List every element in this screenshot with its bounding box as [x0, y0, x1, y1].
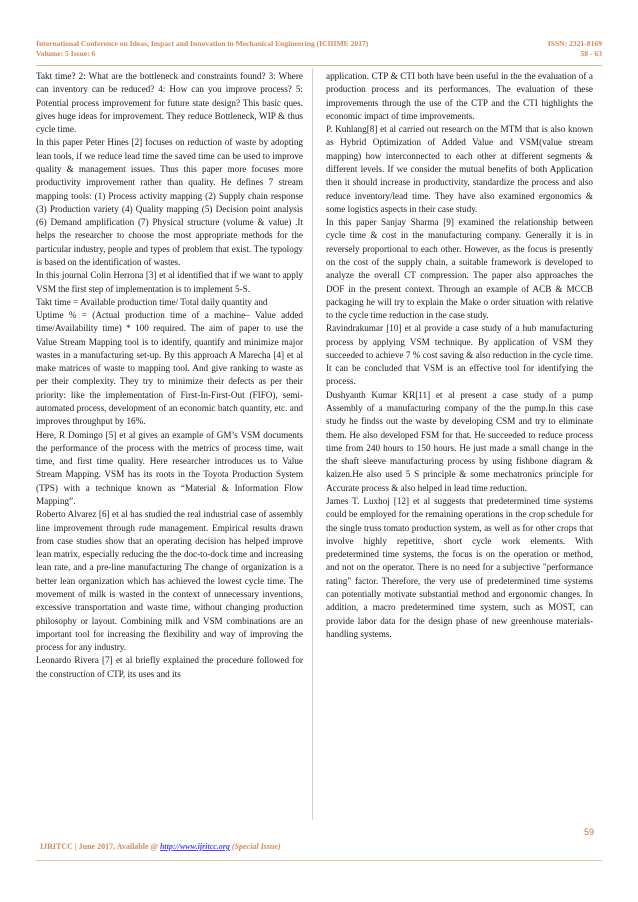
page-range: 58 - 63: [580, 49, 602, 58]
paragraph: Takt time? 2: What are the bottleneck and constraints found? 3: Where can inventory can be reduced? 4: How can you improve process? 5: Potential process improvement for future state design? This basic ques. gives huge ideas for improvement. They reduce Bottleneck, WIP & thus cycle time.: [36, 71, 303, 135]
paragraph: In this journal Colin Herrona [3] et al identified that if we want to apply VSM the first step of implementation is to implement 5-S.: [36, 270, 303, 294]
paragraph: Ravindrakumar [10] et al provide a case study of a hub manufacturing process by applying VSM technique. By application of VSM they succeeded to achieve 7 % cost saving & also reduction in the cycle time. It can be concluded that VSM is an effective tool for identifying the process.: [326, 323, 593, 387]
footer-rule: [36, 860, 602, 861]
left-column: [36, 70, 303, 681]
paragraph: Roberto Alvarez [6] et al has studied the real industrial case of assembly line improvement through rude management. Empirical results drawn from case studies show that an operating decision has helped improve lean matrix, especially reducing the the doc-to-dock time and increasing lean rate, and a pre-line manufacturing The change of organization is a better lean organization which has achieved the lowest cycle time. The movement of milk is wasted in the context of unnecessary inventions, excessive transportation and waste time, without changing production philosophy or layout. Combining milk and VSM combinations are an important tool for increasing the flexibility and way of improving the process for any industry.: [36, 509, 303, 653]
paragraph: application. CTP & CTI both have been useful in the the evaluation of a production process and its performances. The evaluation of these improvements through the use of the CTP and the CTI highlights the economic impact of time improvements.: [326, 71, 593, 121]
header-right: [548, 39, 602, 59]
page-footer: [40, 842, 281, 851]
paragraph: In this paper Peter Hines [2] focuses on reduction of waste by adopting lean tools, if we reduce lead time the saved time can be used to improve quality & management issues. Thus this paper more focuses more productivity improvement rather than quality. He defines 7 stream mapping tools: (1) Process activity mapping (2) Supply chain response (3) Production variety (4) Quality mapping (5) Decision point analysis (6) Demand amplification (7) Physical structure (volume & value) .It helps the researcher to choose the most appropriate methods for the particular industry, people and types of problem that exist. The typology is based on the identification of wastes.: [36, 137, 303, 267]
issn: ISSN: 2321-8169: [547, 39, 602, 48]
journal-link[interactable]: http://www.ijritcc.org: [159, 842, 230, 851]
page-number: 59: [583, 827, 594, 837]
paragraph: Here, R Domingo [5] et al gives an example of GM’s VSM documents the performance of the process with the metrics of process time, wait time, and first time quality. Here researcher introduces us to Value Stream Mapping. VSM has its roots in the Toyota Production System (TPS) with a technique known as “Material & Information Flow Mapping”.: [36, 429, 303, 506]
volume-issue: Volume: 5 Issue: 6: [36, 49, 96, 58]
paragraph: P. Kuhlang[8] et al carried out research on the MTM that is also known as Hybrid Optimization of Added Value and VSM(value stream mapping) how interconnected to each other at different segments & different levels. If we consider the mutual benefits of both Application then it should increase in productivity, standardize the process and also reduce inventory/lead time. They have also examined ergonomics & some logistics aspects in their case study.: [326, 124, 593, 214]
paragraph: Leonardo Rivera [7] et al briefly explained the procedure followed for the construction of CTP, its uses and its: [36, 655, 303, 679]
paragraph: Uptime % = (Actual production time of a machine– Value added time/Availability time) * 100 required. The aim of paper to use the Value Stream Mapping tool is to identify, quantify and minimize major wastes in a manufacturing set-up. By this approach A Marecha [4] et al make matrices of waste to mapping tool. And give ranking to waste as per their complexity. They try to minimize their defects as per their priority: like the implementation of First-In-First-Out (FIFO), semi-automated process, development of an economic batch quantity, etc. and improves throughput by 16%.: [36, 310, 303, 427]
journal-info: IJRITCC | June 2017, Available @: [40, 842, 160, 851]
paragraph: Dushyanth Kumar KR[11] et al present a case study of a pump Assembly of a manufacturing company of the the pump.In this case study he findss out the waste by developing CSM and try to eliminate them. He also developed FSM for that. He succeeded to reduce process time from 240 hours to 150 hours. He just made a small change in the the shaft sleeve manufacturing process by using fishbone diagram & kaizen.He also used 5 S principle & some mechatronics principle for Accurate process & also helped in lead time reduction.: [326, 389, 593, 493]
header-left: [36, 39, 368, 59]
header-rule: [36, 65, 602, 66]
paragraph: Takt time = Available production time/ Total daily quantity and: [36, 296, 268, 307]
right-column: [326, 70, 593, 641]
page-header: [36, 39, 602, 67]
paragraph: James T. Luxhoj [12] et al suggests that predetermined time systems could be employed for the remaining operations in the crop schedule for the single truss tomato production system, as well as for other crops that involve highly repetitive, short cycle work elements. With predetermined time systems, the focus is on the operation or method, and not on the operator. There is no need for a subjective "performance rating" factor. Therefore, the very use of predetermined time systems can potentially motivate substantial method and ergonomic changes. In addition, a macro predetermined time system, such as MOST, can provide labor data for the design phase of new greenhouse materials-handling systems.: [326, 496, 593, 639]
column-divider: [312, 68, 313, 820]
special-issue-label: (Special Issue): [229, 842, 281, 851]
conference-title: International Conference on Ideas, Impact and Innovation in Mechanical Engineering (ICIIIME 2017): [36, 39, 369, 48]
paragraph: In this paper Sanjay Sharma [9] examined the relationship between cycle time & cost in the manufacturing company. Generally it is in reversely proportional to each other. However, as the focus is presently on the cost of the supply chain, a suitable framework is developed to analyze the overall CT compression. The paper also approaches the DOF in the present context. Through an example of ACB & MCCB packaging he will try to explain the Make o order situation with relative to the cycle time reduction in the case study.: [326, 217, 593, 321]
